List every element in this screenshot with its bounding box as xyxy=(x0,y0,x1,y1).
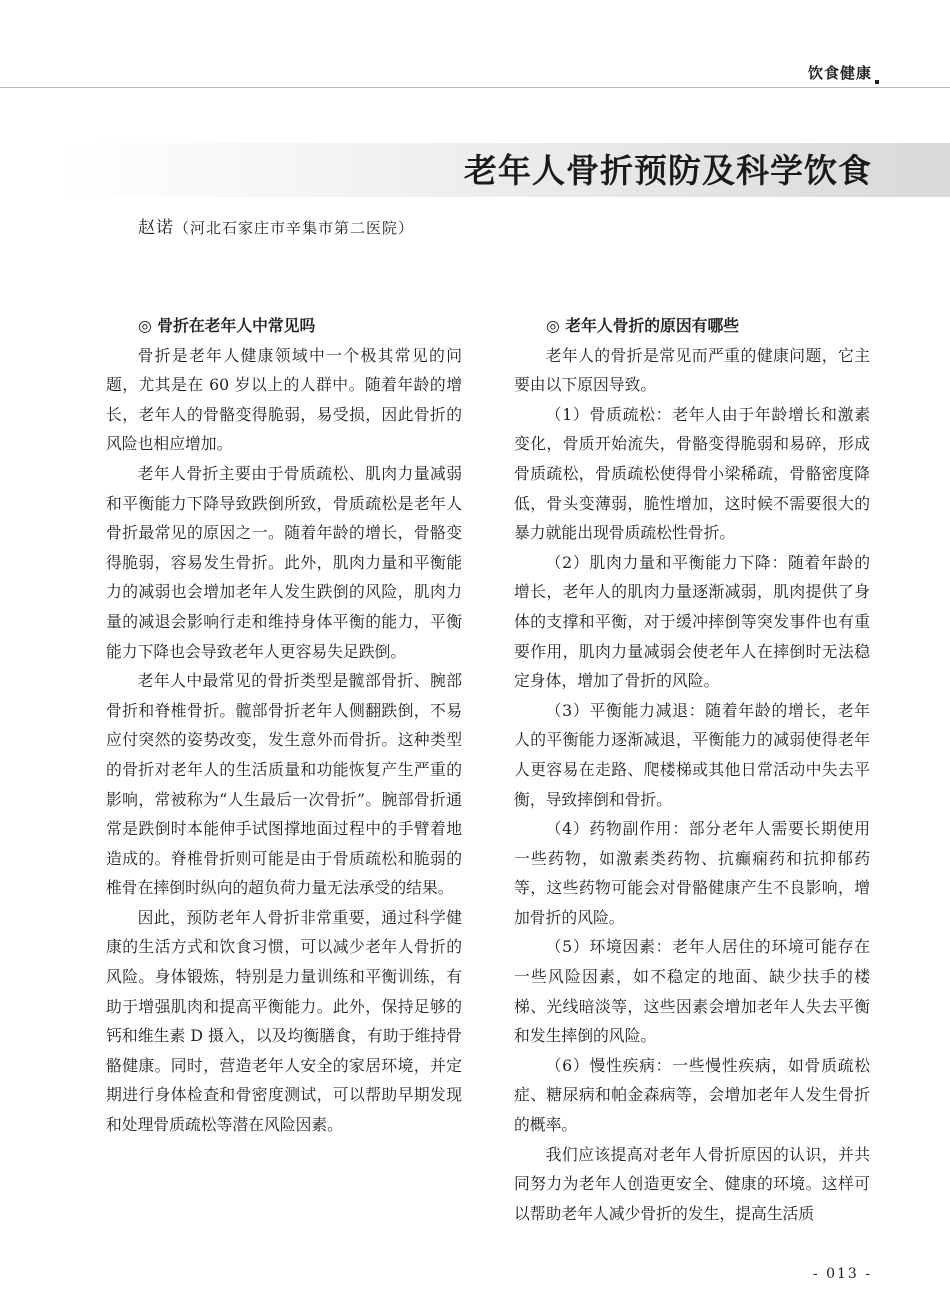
paragraph: 因此，预防老年人骨折非常重要，通过科学健康的生活方式和饮食习惯，可以减少老年人骨折的风险。身体锻炼，特别是力量训练和平衡训练，有助于增强肌肉和提高平衡能力。此外，保持足够的钙和维生素 D 摄入，以及均衡膳食，有助于维持骨骼健康。同时，营造老年人安全的家居环境，并定期进行身体检查和骨密度测试，可以帮助早期发现和处理骨质疏松等潜在风险因素。 xyxy=(106,907,462,1135)
paragraph: （3）平衡能力减退：随着年龄的增长，老年人的平衡能力逐渐减退，平衡能力的减弱使得老年人更容易在走路、爬楼梯或其他日常活动中失去平衡，导致摔倒和骨折。 xyxy=(514,700,870,809)
paragraph: 老年人骨折主要由于骨质疏松、肌肉力量减弱和平衡能力下降导致跌倒所致，骨质疏松是老年人骨折最常见的原因之一。随着年龄的增长，骨骼变得脆弱，容易发生骨折。此外，肌肉力量和平衡能力的减弱也会增加老年人发生跌倒的风险，肌肉力量的减退会影响行走和维持身体平衡的能力，平衡能力下降也会导致老年人更容易失足跌倒。 xyxy=(106,463,462,661)
paragraph: （1）骨质疏松：老年人由于年龄增长和激素变化，骨质开始流失，骨骼变得脆弱和易碎，形成骨质疏松，骨质疏松使得骨小梁稀疏，骨骼密度降低，骨头变薄弱，脆性增加，这时候不需要很大的暴力就能出现骨质疏松性骨折。 xyxy=(514,404,870,543)
paragraph: （6）慢性疾病：一些慢性疾病，如骨质疏松症、糖尿病和帕金森病等，会增加老年人发生骨折的概率。 xyxy=(514,1055,870,1135)
right-column xyxy=(514,311,870,1228)
paragraph: （5）环境因素：老年人居住的环境可能存在一些风险因素，如不稳定的地面、缺少扶手的楼梯、光线暗淡等，这些因素会增加老年人失去平衡和发生摔倒的风险。 xyxy=(514,937,870,1046)
byline xyxy=(138,213,414,238)
paragraph: （4）药物副作用：部分老年人需要长期使用一些药物，如激素类药物、抗癫痫药和抗抑郁药等，这些药物可能会对骨骼健康产生不良影响，增加骨折的风险。 xyxy=(514,819,870,927)
paragraph: 老年人中最常见的骨折类型是髋部骨折、腕部骨折和脊椎骨折。髋部骨折老年人侧翻跌倒，不易应付突然的姿势改变，发生意外而骨折。这种类型的骨折对老年人的生活质量和功能恢复产生严重的影响，常被称为“人生最后一次骨折”。腕部骨折通常是跌倒时本能伸手试图撑地面过程中的手臂着地造成的。脊椎骨折则可能是由于骨质疏松和脆弱的椎骨在摔倒时纵向的超负荷力量无法承受的结果。 xyxy=(106,671,462,898)
page-number: - 013 - xyxy=(812,1266,872,1282)
author-name: 赵诺 xyxy=(138,218,174,238)
section-marker xyxy=(875,80,879,84)
left-column-heading: ◎ 骨折在老年人中常见吗 xyxy=(138,316,316,335)
paragraph: 我们应该提高对老年人骨折原因的认识，并共同努力为老年人创造更安全、健康的环境。这样可以帮助老年人减少骨折的发生，提高生活质 xyxy=(514,1144,870,1223)
section-label: 饮食健康 xyxy=(807,64,872,82)
right-column-heading: ◎ 老年人骨折的原因有哪些 xyxy=(546,316,740,335)
author-affiliation: （河北石家庄市辛集市第二医院） xyxy=(174,219,415,237)
header-rule xyxy=(0,87,950,88)
paragraph: 老年人的骨折是常见而严重的健康问题，它主要由以下原因导致。 xyxy=(514,345,870,395)
paragraph: （2）肌肉力量和平衡能力下降：随着年龄的增长，老年人的肌肉力量逐渐减弱，肌肉提供了身体的支撑和平衡，对于缓冲摔倒等突发事件也有重要作用，肌肉力量减弱会使老年人在摔倒时无法稳定身体，增加了骨折的风险。 xyxy=(514,552,870,691)
paragraph: 骨折是老年人健康领域中一个极其常见的问题，尤其是在 60 岁以上的人群中。随着年龄的增长，老年人的骨骼变得脆弱，易受损，因此骨折的风险也相应增加。 xyxy=(106,345,462,454)
left-column xyxy=(106,311,462,1140)
article-title: 老年人骨折预防及科学饮食 xyxy=(464,151,872,190)
